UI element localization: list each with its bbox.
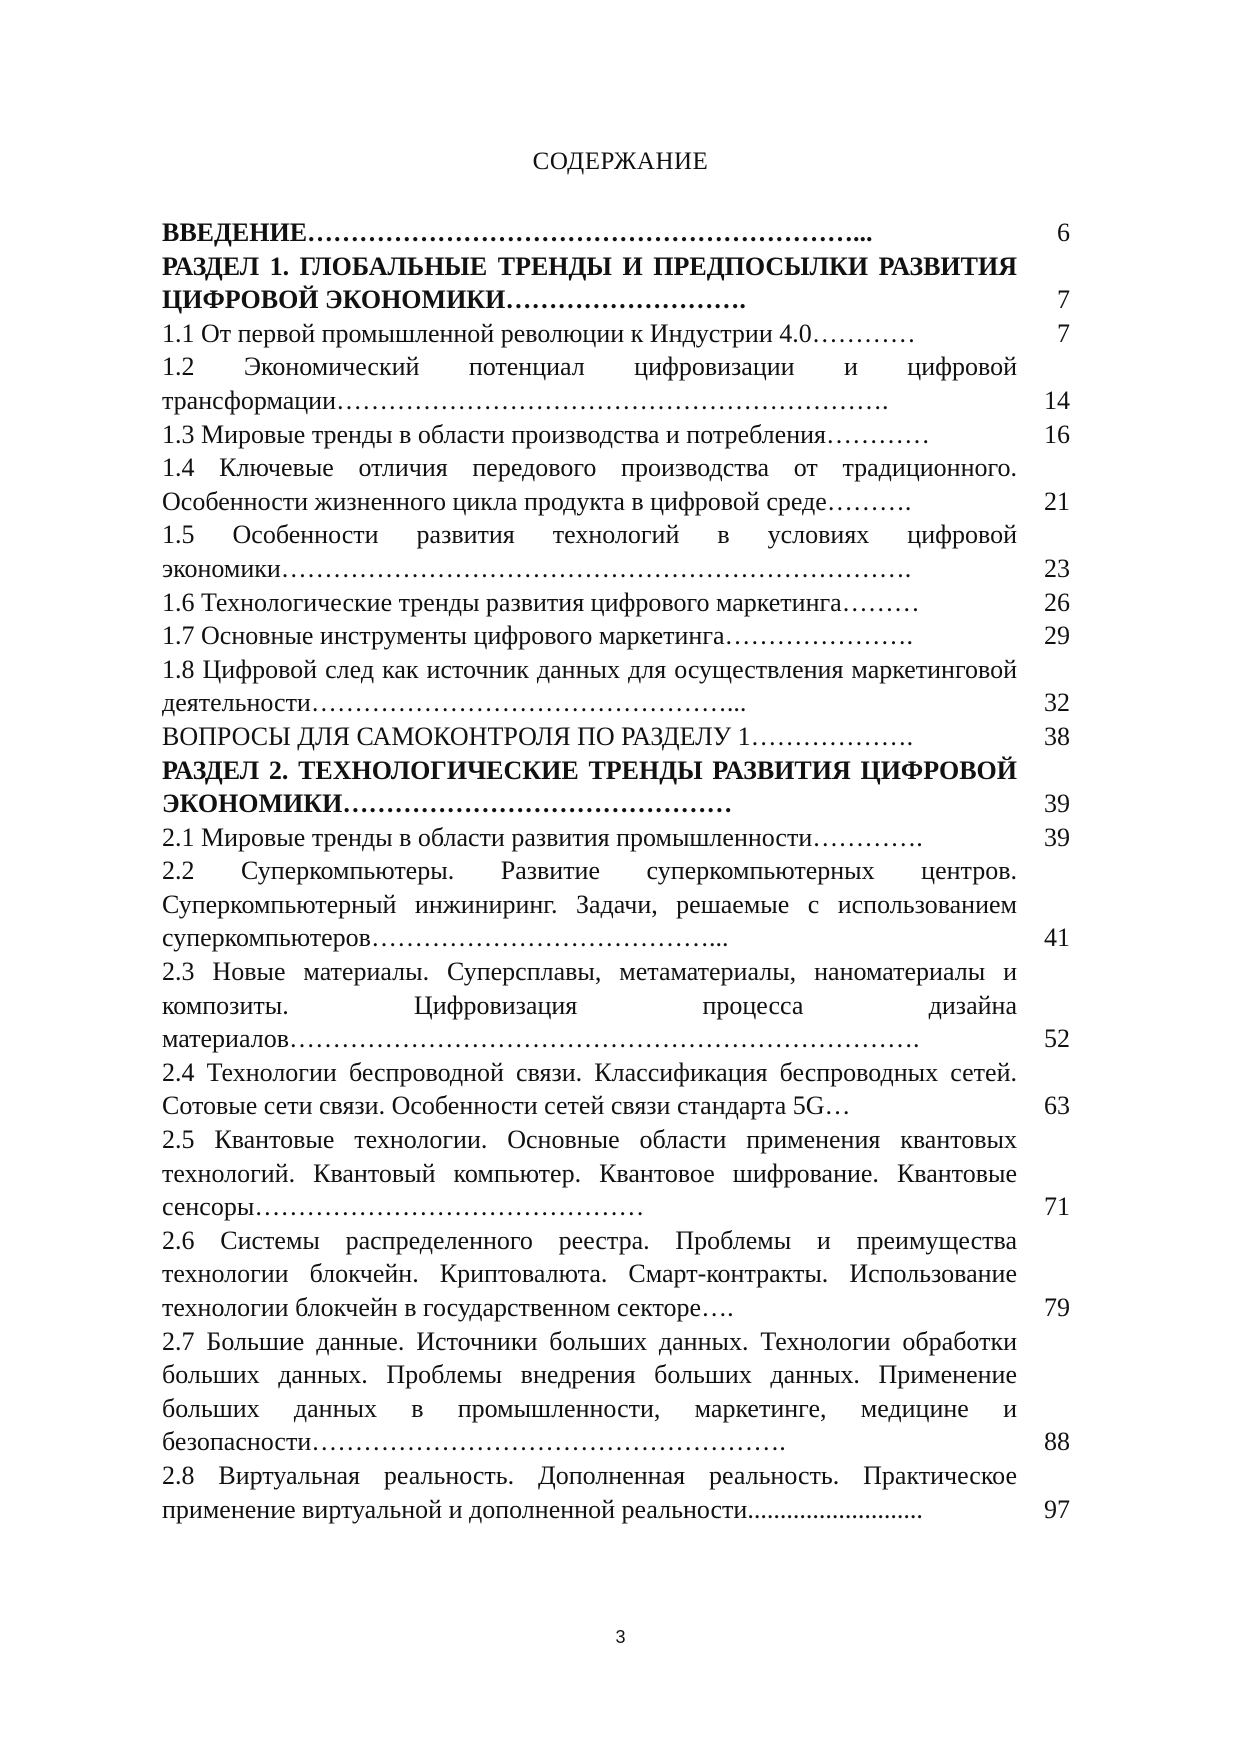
toc-entry-title: 2.4 Технологии беспроводной связи. Классификация беспроводных сетей. Сотовые сети связи. Особенности сетей связи стандарта 5G… bbox=[162, 1057, 1017, 1121]
toc-entry bbox=[162, 317, 1070, 351]
toc-entry-title: 1.5 Особенности развития технологий в условиях цифровой экономики………………………………………………………………. bbox=[162, 520, 1017, 583]
toc-entry-title: 2.7 Большие данные. Источники больших данных. Технологии обработки больших данных. Проблемы внедрения больших данных. Применение больших данных в промышленности, маркетинге, медицине и безопасности………………………………………………. bbox=[162, 1326, 1017, 1457]
toc-entry-page: 14 bbox=[1044, 385, 1070, 415]
toc-entry-title: ВОПРОСЫ ДЛЯ САМОКОНТРОЛЯ ПО РАЗДЕЛУ 1………………. bbox=[162, 721, 914, 751]
toc-entry bbox=[162, 754, 1070, 821]
toc-entry-page: 79 bbox=[1044, 1293, 1070, 1322]
toc-entry-page: 97 bbox=[1044, 1494, 1070, 1524]
toc-entry bbox=[162, 1459, 1070, 1526]
toc-entry bbox=[162, 955, 1070, 1056]
toc-entry bbox=[162, 619, 1070, 653]
toc-entry-title: 2.8 Виртуальная реальность. Дополненная реальность. Практическое применение виртуальной и дополненной реальности........................... bbox=[162, 1460, 1017, 1524]
toc-entry-title: 1.2 Экономический потенциал цифровизации и цифровой трансформации………………………………………………………. bbox=[162, 352, 1017, 415]
toc-entry bbox=[162, 1224, 1070, 1325]
toc-heading: СОДЕРЖАНИЕ bbox=[532, 148, 709, 175]
toc-entry-page: 6 bbox=[1057, 218, 1070, 247]
toc-entry bbox=[162, 451, 1070, 518]
toc-entry bbox=[162, 350, 1070, 417]
toc-entry-title: 1.1 От первой промышленной революции к Индустрии 4.0………… bbox=[162, 318, 916, 348]
toc-entry-page: 41 bbox=[1044, 923, 1070, 953]
toc-entry-title: 2.6 Системы распределенного реестра. Проблемы и преимущества технологии блокчейн. Криптовалюта. Смарт-контракты. Использование технологии блокчейн в государственном секторе…. bbox=[162, 1225, 1017, 1322]
toc-entry-title: РАЗДЕЛ 1. ГЛОБАЛЬНЫЕ ТРЕНДЫ И ПРЕДПОСЫЛКИ РАЗВИТИЯ ЦИФРОВОЙ ЭКОНОМИКИ………………………. bbox=[162, 251, 1017, 315]
toc-entry-page: 29 bbox=[1044, 621, 1070, 651]
toc-entry-page: 16 bbox=[1044, 419, 1070, 449]
toc-entry-title: 1.8 Цифровой след как источник данных для осуществления маркетинговой деятельности…………………………………………... bbox=[162, 654, 1017, 718]
toc-entry-title: 2.1 Мировые тренды в области развития промышленности…………. bbox=[162, 822, 923, 852]
toc-entry-page: 26 bbox=[1044, 587, 1070, 617]
toc-entry-title: 1.3 Мировые тренды в области производства и потребления………… bbox=[162, 419, 930, 449]
toc-entry-page: 32 bbox=[1044, 688, 1070, 718]
toc-entry-page: 39 bbox=[1044, 822, 1070, 852]
toc-entry bbox=[162, 720, 1070, 754]
toc-entry bbox=[162, 821, 1070, 855]
toc-entry-title: 2.5 Квантовые технологии. Основные области применения квантовых технологий. Квантовый компьютер. Квантовое шифрование. Квантовые сенсоры……………………………………… bbox=[162, 1125, 1017, 1222]
toc-entry bbox=[162, 250, 1070, 317]
page-number: 3 bbox=[615, 1627, 626, 1647]
toc-entry-title: 2.2 Суперкомпьютеры. Развитие суперкомпьютерных центров. Суперкомпьютерный инжиниринг. Задачи, решаемые с использованием суперкомпьютеров…………………………………... bbox=[162, 856, 1017, 953]
toc-entry-title: РАЗДЕЛ 2. ТЕХНОЛОГИЧЕСКИЕ ТРЕНДЫ РАЗВИТИЯ ЦИФРОВОЙ ЭКОНОМИКИ……………………………………… bbox=[162, 755, 1017, 819]
toc-entry bbox=[162, 1325, 1070, 1459]
toc-entry-page: 88 bbox=[1044, 1427, 1070, 1457]
toc-entry bbox=[162, 418, 1070, 452]
toc-entry-page: 39 bbox=[1044, 789, 1070, 819]
toc-entry bbox=[162, 854, 1070, 955]
toc-entry-title: 1.7 Основные инструменты цифрового маркетинга…………………. bbox=[162, 621, 914, 651]
toc-entry bbox=[162, 518, 1070, 585]
toc-entry bbox=[162, 586, 1070, 620]
toc-entry-page: 7 bbox=[1057, 318, 1070, 348]
toc-entry-title: 2.3 Новые материалы. Суперсплавы, метаматериалы, наноматериалы и композиты. Цифровизация процесса дизайна материалов………………………………………………………………. bbox=[162, 957, 1017, 1054]
toc-entry-page: 71 bbox=[1044, 1192, 1070, 1222]
toc-entry-title: 1.6 Технологические тренды развития цифрового маркетинга……… bbox=[162, 587, 920, 617]
table-of-contents bbox=[162, 216, 1070, 1526]
toc-entry-page: 23 bbox=[1044, 553, 1070, 583]
toc-entry-page: 38 bbox=[1044, 721, 1070, 751]
toc-entry-title: 1.4 Ключевые отличия передового производства от традиционного. Особенности жизненного цикла продукта в цифровой среде………. bbox=[162, 453, 1017, 516]
toc-entry-page: 21 bbox=[1044, 486, 1070, 516]
toc-entry bbox=[162, 216, 1070, 250]
toc-entry-page: 7 bbox=[1057, 285, 1070, 315]
toc-entry-title: ВВЕДЕНИЕ………………………………………………………... bbox=[162, 218, 873, 247]
toc-entry-page: 63 bbox=[1044, 1091, 1070, 1121]
toc-entry bbox=[162, 653, 1070, 720]
toc-entry-page: 52 bbox=[1044, 1024, 1070, 1054]
toc-entry bbox=[162, 1123, 1070, 1224]
toc-entry bbox=[162, 1056, 1070, 1123]
